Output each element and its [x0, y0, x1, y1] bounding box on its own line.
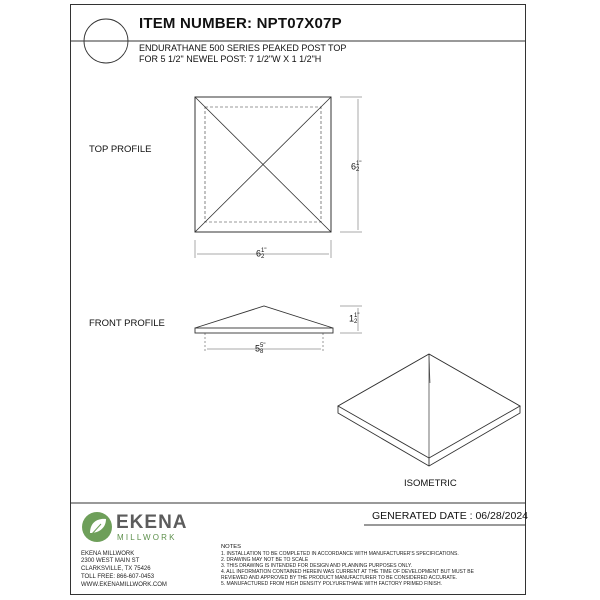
front-profile-view	[195, 306, 362, 352]
address-line: TOLL FREE: 866-607-0453	[81, 574, 155, 580]
isometric-label: ISOMETRIC	[404, 478, 457, 489]
top-profile-view	[195, 97, 362, 258]
note-item: REVIEWED AND APPROVED BY THE PRODUCT MANUFACTURER TO BE CONSIDERED ACCURATE.	[221, 575, 458, 581]
address-line: CLARKSVILLE, TX 75426	[81, 566, 151, 572]
notes-title: NOTES	[221, 544, 241, 550]
top-profile-label: TOP PROFILE	[89, 144, 152, 155]
note-item: 3. THIS DRAWING IS INTENDED FOR DESIGN AND PLANNING PURPOSES ONLY.	[221, 563, 412, 569]
dim-top-width: 61 2"	[256, 248, 267, 260]
company-brand-sub: MILLWORK	[117, 533, 177, 542]
front-profile-label: FRONT PROFILE	[89, 318, 165, 329]
dim-front-base: 55 8"	[255, 343, 266, 355]
address-line: EKENA MILLWORK	[81, 551, 135, 557]
generated-date: GENERATED DATE : 06/28/2024	[372, 510, 529, 522]
note-item: 2. DRAWING MAY NOT BE TO SCALE	[221, 557, 309, 563]
leaf-logo-icon	[82, 512, 112, 542]
item-number-title: ITEM NUMBER: NPT07X07P	[139, 15, 342, 32]
note-item: 1. INSTALLATION TO BE COMPLETED IN ACCORDANCE WITH MANUFACTURER'S SPECIFICATIONS.	[221, 551, 459, 557]
company-website: WWW.EKENAMILLWORK.COM	[81, 582, 167, 588]
company-brand: EKENA	[116, 512, 188, 533]
note-item: 4. ALL INFORMATION CONTAINED HEREIN WAS CURRENT AT THE TIME OF DEVELOPMENT BUT MUST BE	[221, 569, 474, 575]
dim-top-height: 61 2"	[351, 161, 362, 173]
product-description-line-1: ENDURATHANE 500 SERIES PEAKED POST TOP	[139, 43, 347, 53]
isometric-view	[338, 354, 520, 466]
product-description-line-2: FOR 5 1/2" NEWEL POST: 7 1/2"W X 1 1/2"H	[139, 54, 322, 64]
dim-front-height: 11 2"	[349, 313, 360, 325]
note-item: 5. MANUFACTURED FROM HIGH DENSITY POLYURETHANE WITH FACTORY PRIMED FINISH.	[221, 581, 442, 587]
address-line: 2300 WEST MAIN ST	[81, 558, 140, 564]
